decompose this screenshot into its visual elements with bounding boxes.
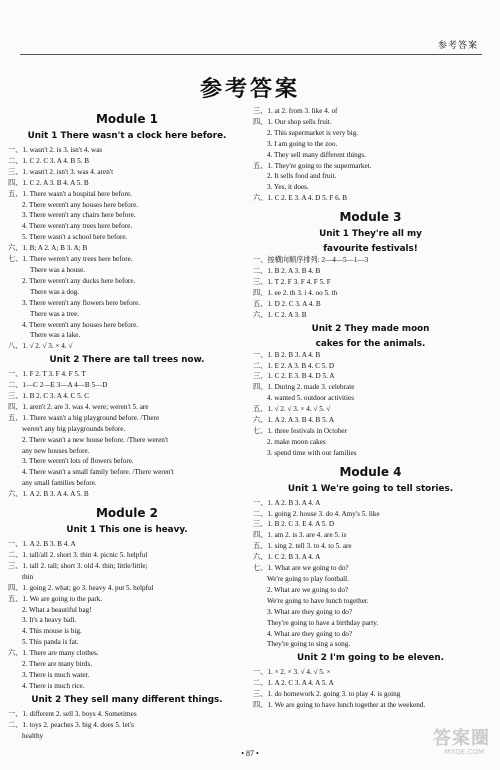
answer-line: 一、1. wasn't 2. is 3. isn't 4. was (8, 146, 103, 154)
answer-line: 三、1. at 2. from 3. like 4. of (253, 107, 338, 115)
answer-line: 四、1. am 2. is 3. are 4. are 5. is (253, 531, 347, 540)
page-number: • 87 • (241, 749, 259, 758)
answer-line: 六、1. There are many clothes. (8, 649, 99, 658)
running-head: 参考答案 (437, 40, 478, 50)
header-rule (20, 54, 482, 55)
answer-line: 2. There wasn't a new house before. /There weren't (22, 435, 169, 444)
page-title: 参考答案 (199, 77, 300, 102)
answer-line: 一、1. F 2. T 3. F 4. F 5. T (8, 370, 86, 379)
answer-line: There was a house. (30, 265, 86, 274)
answer-line: 五、1. D 2. C 3. A 4. B (253, 299, 321, 308)
answer-line: 一、1. different 2. sell 3. boys 4. Sometimes (8, 709, 137, 718)
answer-line: 八、1. √ 2. √ 3. × 4. √ (8, 342, 73, 351)
answer-line: They're going to sing a song. (267, 640, 351, 649)
unit-heading: Unit 2 I'm going to be eleven. (297, 653, 444, 664)
answer-line: 三、1. wasn't 2. isn't 3. was 4. aren't (8, 167, 114, 176)
answer-line: healthy (22, 731, 44, 740)
answer-line: 2. This supermarket is very big. (267, 128, 359, 137)
answer-line: 六、1. C 2. B 3. A 4. A (253, 553, 321, 562)
answer-line: 四、1. We are going to have lunch together at the weekend. (253, 701, 426, 710)
answer-line: 二、1—C 2—E 3—A 4—B 5—D (8, 381, 108, 390)
answer-line: 2. It sells food and fruit. (267, 172, 337, 181)
answer-line: 3. There is much water. (22, 670, 90, 679)
answer-line: 三、1. do homework 2. going 3. to play 4. is going (253, 690, 401, 699)
answer-line: 二、1. A 2. C 3. A 4. A 5. A (253, 679, 334, 688)
answer-line: 4. There weren't any trees here before. (22, 222, 133, 231)
answer-line: 4. There is much rice. (22, 681, 85, 690)
answer-line: 二、1. toys 2. peaches 3. big 4. does 5. let's (8, 720, 134, 729)
answer-line: 5. There wasn't a school here before. (22, 233, 128, 242)
answer-line: 一、按横向顺序排列: 2—4—5—1—3 (253, 256, 369, 265)
unit-heading-continued: cakes for the animals. (315, 338, 426, 349)
answer-line: 五、1. There wasn't a hospital here before. (8, 189, 132, 198)
answer-line: 一、1. A 2. B 3. B 4. A (8, 540, 76, 549)
answer-line: 二、1. C 2. C 3. A 4. B 5. B (8, 156, 90, 165)
unit-heading: Unit 1 There wasn't a clock here before. (27, 131, 227, 141)
answer-line: 二、1. B 2. A 3. B 4. B (253, 267, 321, 276)
answer-line: 3. There weren't any chairs here before. (22, 211, 136, 220)
answer-line: 七、1. There weren't any trees here before. (8, 255, 133, 264)
answer-line: 4. wanted 5. outdoor activities (267, 394, 355, 403)
answer-line: There was a dog. (30, 287, 80, 296)
answer-line: 5. This panda is fat. (22, 638, 79, 647)
answer-line: 3. There weren't lots of flowers before. (22, 457, 134, 466)
watermark-url: MXQE.COM (444, 748, 484, 756)
answer-line: 4. There weren't any houses here before. (22, 320, 139, 329)
answer-line: 六、1. A 2. A 3. B 4. B 5. A (253, 416, 335, 425)
answer-line: 3. Yes, it does. (267, 183, 309, 192)
answer-line: 一、1. × 2. × 3. √ 4. √ 5. × (253, 668, 331, 677)
answer-line: thin (22, 572, 34, 581)
answer-line: 4. What are they going to do? (267, 629, 353, 638)
answer-line: They're going to have a birthday party. (267, 618, 379, 627)
unit-heading: Unit 2 They made moon (311, 323, 430, 334)
answer-line: 六、1. C 2. A 3. B (253, 310, 307, 319)
watermark-logo: 答案圈 (433, 728, 490, 749)
answer-line: any small families before. (22, 479, 97, 488)
answer-line: 四、1. ee 2. th 3. i 4. oo 5. th (253, 288, 338, 297)
right-column (253, 106, 488, 711)
answer-line: We're going to play football. (267, 575, 349, 583)
answer-line: 3. I am going to the zoo. (267, 139, 338, 148)
answer-line: 4. They sell many different things. (267, 150, 366, 159)
answer-line: 一、1. A 2. B 3. A 4. A (253, 498, 321, 507)
answer-line: 七、1. What are we going to do? (253, 564, 349, 573)
answer-line: 2. There weren't any houses here before. (22, 200, 139, 209)
answer-line: 五、1. √ 2. √ 3. × 4. √ 5. √ (253, 405, 331, 414)
answer-line: 2. There weren't any ducks here before. (22, 276, 136, 285)
answer-line: 五、1. We are going to the park. (8, 594, 103, 603)
answer-line: weren't any big playgrounds before. (22, 424, 126, 433)
answer-line: 4. This mouse is big. (22, 627, 82, 636)
module-heading: Module 2 (95, 506, 159, 521)
answer-line: 2. What a beautiful bag! (22, 605, 92, 614)
module-heading: Module 3 (339, 210, 402, 225)
answer-line: 3. There weren't any flowers here before. (22, 298, 141, 307)
answer-line: 二、1. E 2. A 3. B 4. C 5. D (253, 361, 335, 370)
module-heading: Module 1 (95, 112, 159, 126)
answer-line: 三、1. B 2. C 3. E 4. A 5. D (253, 520, 335, 529)
answer-line: any new houses before. (22, 446, 90, 455)
answer-line: 四、1. Our shop sells fruit. (253, 117, 332, 126)
answer-line: 四、1. During 2. made 3. celebrate (253, 383, 355, 392)
answer-line: 三、1. T 2. F 3. F 4. F 5. F (253, 277, 331, 286)
answer-line: 六、1. A 2. B 3. A 4. A 5. B (8, 490, 89, 499)
answer-line: 四、1. C 2. A 3. B 4. A 5. B (8, 178, 89, 187)
left-column (8, 106, 246, 742)
unit-heading: Unit 2 There are tall trees now. (49, 355, 205, 366)
module-heading: Module 4 (339, 464, 402, 479)
answer-line: 3. spend time with our families (267, 448, 357, 457)
unit-heading-continued: favourite festivals! (323, 244, 418, 255)
answer-line: 四、1. going 2. what; go 3. heavy 4. put 5. helpful (8, 583, 154, 592)
answer-line: There was a tree. (30, 309, 80, 318)
unit-heading: Unit 1 We're going to tell stories. (287, 483, 454, 494)
unit-heading: Unit 2 They sell many different things. (31, 694, 223, 705)
unit-heading: Unit 1 They're all my (319, 229, 422, 240)
answer-line: 二、1. tall/all 2. short 3. thin 4. picnic 5. helpful (8, 551, 148, 559)
answer-line: 六、1. B; A 2. A; B 3. A; B (8, 244, 88, 253)
answer-line: 七、1. three festivals in October (253, 426, 348, 435)
answer-line: There was a lake. (30, 331, 81, 340)
answer-line: 3. What are they going to do? (267, 607, 353, 616)
answer-line: 三、1. tall 2. tall; short 3. old 4. thin; little/little; (8, 561, 148, 570)
answer-line: 一、1. B 2. B 3. A 4. B (253, 350, 321, 359)
answer-line: 五、1. They're going to the supermarket. (253, 161, 372, 170)
answer-line: 3. It's a heavy ball. (22, 616, 76, 625)
unit-heading: Unit 1 This one is heavy. (66, 525, 188, 536)
answer-line: We're going to have lunch together. (267, 596, 369, 605)
answer-line: 三、1. C 2. E 3. B 4. D 5. A (253, 372, 335, 381)
answer-line: 六、1. C 2. E 3. A 4. D 5. F 6. B (253, 194, 348, 203)
answer-line: 4. There wasn't a small family before. /There weren't (22, 468, 174, 477)
answer-line: 四、1. aren't 2. are 3. was 4. were; weren't 5. are (8, 402, 149, 411)
answer-line: 三、1. B 2. C 3. A 4. C 5. C (8, 392, 90, 401)
answer-line: 五、1. sing 2. tell 3. to 4. to 5. are (253, 542, 352, 551)
answer-line: 2. There are many birds. (22, 660, 93, 669)
answer-line: 2. What are we going to do? (267, 585, 349, 594)
answer-line: 2. make moon cakes (267, 437, 326, 446)
answer-line: 二、1. going 2. house 3. do 4. Amy's 5. like (253, 509, 380, 518)
answer-line: 五、1. There wasn't a big playground before. /There (8, 413, 160, 422)
